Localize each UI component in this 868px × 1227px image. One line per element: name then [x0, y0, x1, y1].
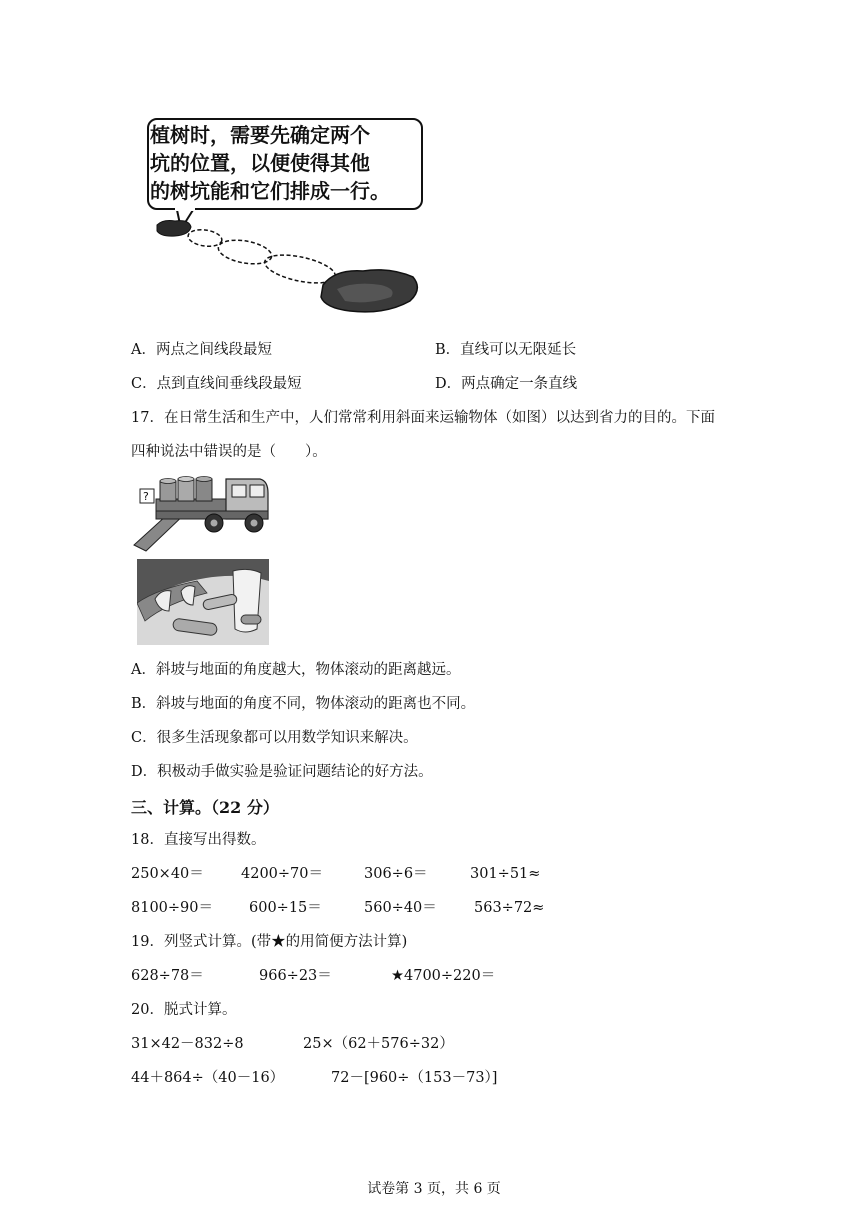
q17-option-d: D．积极动手做实验是验证问题结论的好方法。 — [131, 764, 433, 780]
page-footer: 试卷第 3 页，共 6 页 — [367, 1181, 501, 1197]
bubble-line-2: 坑的位置，以便使得其他 — [150, 151, 370, 175]
q18-r1-c4: 301÷51≈ — [470, 866, 541, 882]
q18-r1-c2: 4200÷70＝ — [241, 866, 324, 882]
section-3-title: 三、计算。（22 分） — [131, 798, 279, 817]
q16-option-b: B．直线可以无限延长 — [435, 342, 577, 358]
q20-r2-c2: 72－[960÷（153－73）] — [331, 1070, 498, 1086]
q17-option-b: B．斜坡与地面的角度不同，物体滚动的距离也不同。 — [131, 696, 476, 712]
q17-stem-line-2: 四种说法中错误的是（ ）。 — [131, 444, 327, 460]
q16-option-a: A．两点之间线段最短 — [131, 342, 272, 358]
truck-sign-text: ? — [143, 490, 149, 503]
truck-ramp-illustration — [130, 473, 272, 553]
bubble-line-3: 的树坑能和它们排成一行。 — [150, 179, 390, 203]
q16-option-d: D．两点确定一条直线 — [435, 376, 578, 392]
q20-r1-c1: 31×42－832÷8 — [131, 1036, 244, 1052]
q18-r2-c3: 560÷40＝ — [364, 900, 437, 916]
q19-item-3: ★4700÷220＝ — [391, 968, 496, 984]
q17-option-a: A．斜坡与地面的角度越大，物体滚动的距离越远。 — [131, 662, 461, 678]
q17-option-c: C．很多生活现象都可以用数学知识来解决。 — [131, 730, 418, 746]
q17-stem-line-1: 17．在日常生活和生产中，人们常常利用斜面来运输物体（如图）以达到省力的目的。下面 — [131, 410, 715, 426]
q19-title: 19．列竖式计算。(带★的用简便方法计算) — [131, 934, 408, 950]
q18-r2-c4: 563÷72≈ — [474, 900, 545, 916]
q19-item-2: 966÷23＝ — [259, 968, 332, 984]
q19-item-1: 628÷78＝ — [131, 968, 204, 984]
q18-r1-c3: 306÷6＝ — [364, 866, 428, 882]
ramp-experiment-illustration — [137, 559, 269, 645]
q16-option-c: C．点到直线间垂线段最短 — [131, 376, 302, 392]
q18-r2-c1: 8100÷90＝ — [131, 900, 214, 916]
q20-title: 20．脱式计算。 — [131, 1002, 237, 1018]
q18-r2-c2: 600÷15＝ — [249, 900, 322, 916]
q18-r1-c1: 250×40＝ — [131, 866, 204, 882]
q18-title: 18．直接写出得数。 — [131, 832, 266, 848]
bubble-line-1: 植树时，需要先确定两个 — [150, 123, 370, 147]
tree-pits-illustration — [145, 205, 430, 320]
q20-r1-c2: 25×（62＋576÷32） — [303, 1036, 454, 1052]
q20-r2-c1: 44＋864÷（40－16） — [131, 1070, 285, 1086]
bubble-text — [150, 121, 424, 205]
